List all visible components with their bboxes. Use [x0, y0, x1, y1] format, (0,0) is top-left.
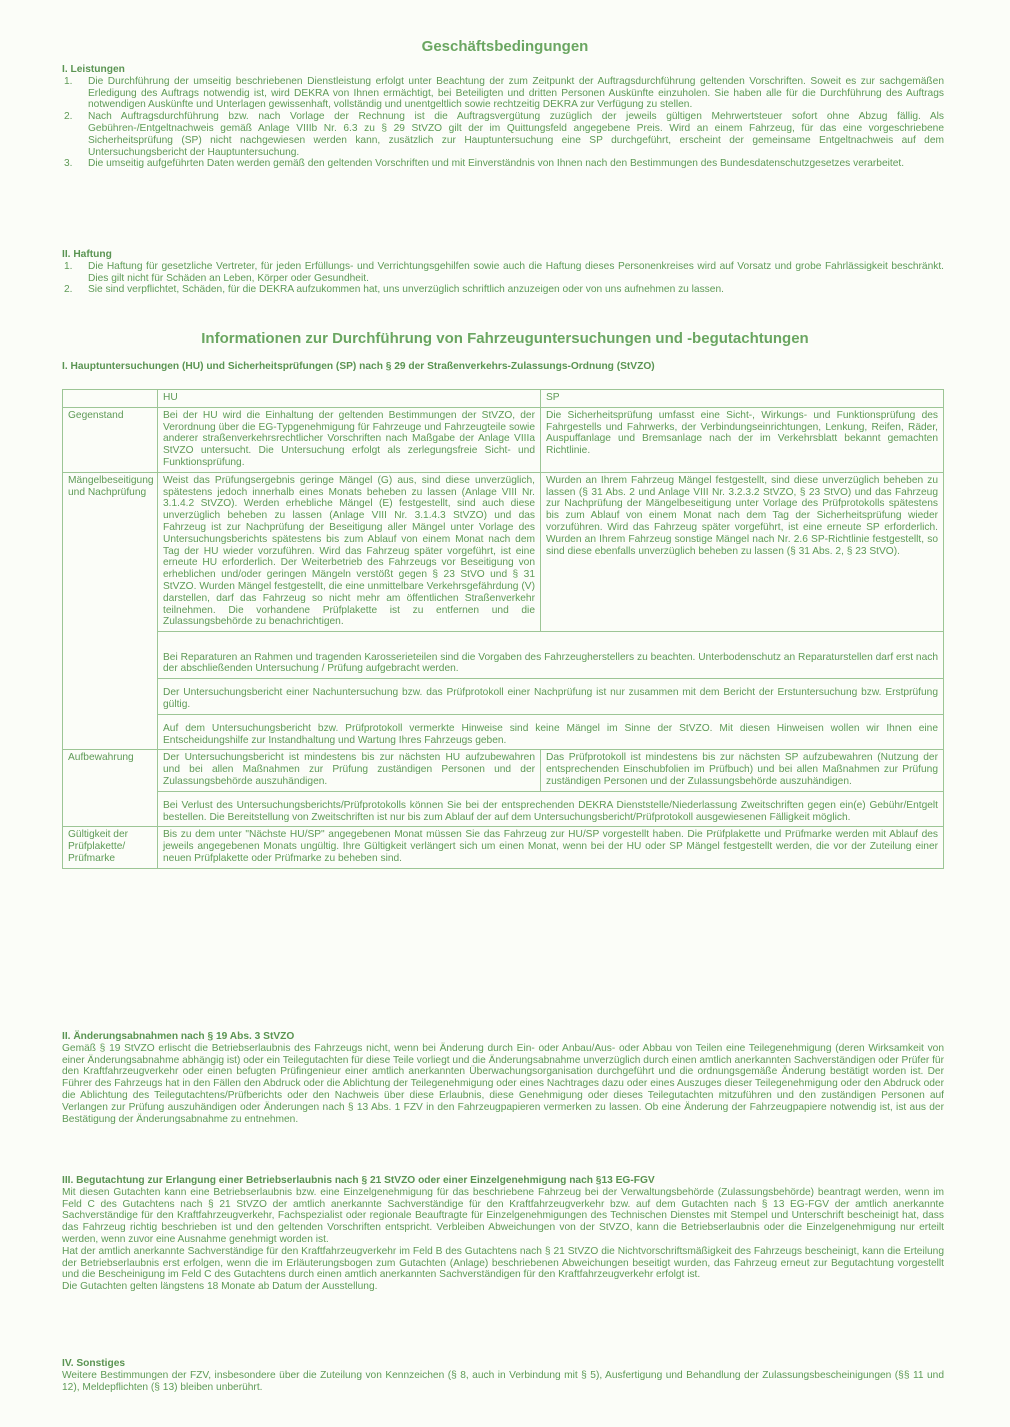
cell-sp: Das Prüfprotokoll ist mindestens bis zur nächsten SP aufzubewahren (Nutzung der entsprechenden Einschubfolien im Prüfbuch) und bei allen Maßnahmen zur Prüfung zuständigen Personen und der Zulassungsbehörde auszuhändigen. [541, 750, 944, 791]
paragraph: Weitere Bestimmungen der FZV, insbesondere über die Zuteilung von Kennzeichen (§ 8, auch in Verbindung mit § 5), Ausfertigung und Behandlung der Zulassungsbescheinigungen (§§ 11 und 12), Meldepflichten (§ 13) bleiben unberührt. [62, 1369, 944, 1393]
cell-sp: Die Sicherheitsprüfung umfasst eine Sicht-, Wirkungs- und Funktionsprüfung des Fahrgestells und Fahrwerks, der Verbindungseinrichtungen, Lenkung, Reifen, Räder, Auspuffanlage und Bremsanlage nach der im Verkehrsblatt bekannt gemachten Richtlinie. [541, 407, 944, 472]
cell-sp: Wurden an Ihrem Fahrzeug Mängel festgestellt, sind diese unverzüglich beheben zu lassen (§ 31 Abs. 2 und Anlage VIII Nr. 3.2.3.2 StVZO, § 23 StVO) und das Fahrzeug zur Nachprüfung der Mängelbeseitigung unter Vorlage des Prüfprotokolls spätestens bis zum Ablauf von einem Monat nach dem Tag der Sicherheitsprüfung wieder vorzuführen. Wird das Fahrzeug später vorgeführt, ist eine erneute SP erforderlich. Wurden an Ihrem Fahrzeug sonstige Mängel nach Nr. 2.6 SP-Richtlinie festgestellt, so sind diese ebenfalls unverzüglich beheben zu lassen (§ 31 Abs. 2, § 23 StVO). [541, 472, 944, 631]
column-header-sp: SP [541, 390, 944, 408]
page-title: Geschäftsbedingungen [421, 38, 589, 55]
cell-reparatur: Bei Reparaturen an Rahmen und tragenden Karosserieteilen sind die Vorgaben des Fahrzeugherstellers zu beachten. Unterbodenschutz an Reparaturstellen darf erst nach der abschließenden Untersuchung / Prüfung aufgebracht werden. [158, 650, 944, 679]
list-item [62, 111, 944, 158]
section-heading: I. Leistungen [62, 64, 125, 75]
row-label: Gültigkeit der Prüfplakette/ Prüfmarke [63, 827, 158, 868]
cell-hu: Bei der HU wird die Einhaltung der geltenden Bestimmungen der StVZO, der Verordnung über die EG-Typgenehmigung für Fahrzeuge und Fahrzeugteile sowie anderer straßenverkehrsrechtlicher Vorschriften nach Maßgabe der Anlage VIIIa StVZO untersucht. Die Untersuchung erfolgt als zerlegungsfreie Sicht- und Funktionsprüfung. [158, 407, 541, 472]
list-item [62, 158, 944, 170]
list-item [62, 284, 944, 296]
item-number: 1. [64, 260, 73, 272]
cell-gueltigkeit: Bis zu dem unter "Nächste HU/SP" angegebenen Monat müssen Sie das Fahrzeug zur HU/SP vorgestellt haben. Die Prüfplakette und Prüfmarke werden mit Ablauf des jeweils angegebenen Monats ungültig. Ihre Gültigkeit verlängert sich um einen Monat, wenn bei der HU oder SP Mängel festgestellt werden, die vor der Zuteilung einer neuen Prüfplakette oder Prüfmarke zu beheben sind. [158, 827, 944, 868]
table-row-aufbewahrung [63, 750, 944, 791]
cell-hu: Der Untersuchungsbericht ist mindestens bis zur nächsten HU aufzubewahren und bei allen Maßnahmen zur Prüfung zuständigen Personen und der Zulassungsbehörde auszuhändigen. [158, 750, 541, 791]
table-row-reparatur [63, 650, 944, 679]
section-heading: III. Begutachtung zur Erlangung einer Betriebserlaubnis nach § 21 StVZO oder einer Einzelgenehmigung nach §13 EG-FGV [62, 1175, 655, 1186]
leistungen-list [62, 76, 944, 170]
section-leistungen [62, 64, 944, 170]
paragraph: Gemäß § 19 StVZO erlischt die Betriebserlaubnis des Fahrzeugs nicht, wenn bei Änderung durch Ein- oder Anbau/Aus- oder Abbau von Teilen eine Teilegenehmigung (deren Wirksamkeit von einer Änderungsabnahme abhängig ist) oder ein Teilegutachten für diese Teile vorliegt und die Änderungsabnahme unverzüglich durch einen amtlich anerkannten Sachverständigen oder Prüfer für den Kraftfahrzeugverkehr oder einen befugten Prüfingenieur einer amtlich anerkannten Überwachungsorganisation durchgeführt und die ordnungsgemäße Änderung bestätigt worden ist. Der Führer des Fahrzeugs hat in den Fällen den Abdruck oder die Ablichtung der Teilegenehmigung oder eines Nachtrages dazu oder eines Auszuges dieser Teilegenehmigung oder den Abdruck oder die Ablichtung des Teilegutachtens/Prüfberichts oder den Nachweis über diese Erlaubnis, diese Genehmigung oder dieses Teilegutachten mitzuführen und den zuständigen Personen auf Verlangen zur Prüfung auszuhändigen oder Änderungen nach § 13 Abs. 1 FZV in den Fahrzeugpapieren vermerken zu lassen. Ob eine Änderung der Fahrzeugpapiere notwendig ist, ist aus der Bestätigung der Änderungsabnahme zu entnehmen. [62, 1042, 944, 1125]
table-row-verlust [63, 791, 944, 827]
section-heading: IV. Sonstiges [62, 1358, 126, 1369]
column-header-hu: HU [158, 390, 541, 408]
spacer-cell [158, 632, 944, 650]
table-row-nachuntersuchung [63, 679, 944, 715]
haftung-list [62, 261, 944, 296]
section-heading: II. Änderungsabnahmen nach § 19 Abs. 3 StVZO [62, 1031, 295, 1042]
item-text: Sie sind verpflichtet, Schäden, für die DEKRA aufzukommen hat, uns unverzüglich schriftlich anzuzeigen oder von uns aufnehmen zu lassen. [88, 284, 724, 296]
item-number: 2. [64, 284, 73, 296]
section-sonstiges [62, 1358, 944, 1393]
paragraph: Mit diesen Gutachten kann eine Betriebserlaubnis bzw. eine Einzelgenehmigung für das beschriebene Fahrzeug bei der Verwaltungsbehörde (Zulassungsbehörde) beantragt werden, wenn im Feld C des Gutachtens nach § 21 StVZO der amtlich anerkannte Sachverständige für den Kraftfahrzeugverkehr bzw. auf dem Gutachten nach § 13 EG-FGV der amtlich anerkannte Sachverständige für den Kraftfahrzeugverkehr, Fachspezialist oder regionale Beauftragte für Einzelgenehmigungen des Technischen Dienstes mit Stempel und Unterschrift bescheinigt hat, dass das Fahrzeug richtig beschrieben ist und den geltenden Vorschriften entspricht. Verbleiben Abweichungen von der StVZO, kann die Betriebserlaubnis oder die Einzelgenehmigung nur erteilt werden, wenn zuvor eine Ausnahme genehmigt worden ist. [62, 1186, 944, 1245]
item-number: 1. [64, 75, 73, 87]
table-row-hinweise [63, 714, 944, 750]
section-heading: II. Haftung [62, 249, 112, 260]
row-label: Gegenstand [63, 407, 158, 472]
info-title: Informationen zur Durchführung von Fahrzeuguntersuchungen und -begutachtungen [201, 330, 809, 347]
row-label: Aufbewahrung [63, 750, 158, 791]
spacer-cell [63, 632, 158, 650]
table-row-gueltigkeit [63, 827, 944, 868]
item-text: Die umseitig aufgeführten Daten werden gemäß den geltenden Vorschriften und mit Einverständnis von Ihnen nach den Bestimmungen des Bundesdatenschutzgesetzes verarbeitet. [88, 158, 905, 170]
spacer-cell [63, 679, 158, 715]
table-row-maengel [63, 472, 944, 631]
hu-sp-table [62, 389, 944, 869]
item-number: 3. [64, 158, 73, 170]
cell-verlust: Bei Verlust des Untersuchungsberichts/Prüfprotokolls können Sie bei der entsprechenden DEKRA Dienststelle/Niederlassung Zweitschriften gegen ein(e) Gebühr/Entgelt bestellen. Die Bereitstellung von Zweitschriften ist nur bis zum Ablauf der auf dem Untersuchungsbericht/Prüfprotokoll ausgewiesenen Fälligkeit möglich. [158, 791, 944, 827]
paragraph: Die Gutachten gelten längstens 18 Monate ab Datum der Ausstellung. [62, 1281, 378, 1293]
cell-hu: Weist das Prüfungsergebnis geringe Mängel (G) aus, sind diese unverzüglich, spätestens jedoch innerhalb eines Monats beheben zu lassen (Anlage VIII Nr. 3.1.4.2 StVZO). Werden erhebliche Mängel (E) festgestellt, sind auch diese unverzüglich beheben zu lassen (Anlage VIII Nr. 3.1.4.3 StVZO) und das Fahrzeug ist zur Nachprüfung der Beseitigung aller Mängel unter Vorlage des Untersuchungsberichts spätestens bis zum Ablauf von einem Monat nach dem Tag der HU wieder vorzuführen. Wird das Fahrzeug später vorgeführt, ist eine erneute HU erforderlich. Der Weiterbetrieb des Fahrzeugs vor Beseitigung von erheblichen und/oder geringen Mängeln verstößt gegen § 23 StVO und § 31 StVZO. Wurden Mängel festgestellt, die eine unmittelbare Verkehrsgefährdung (V) darstellen, darf das Fahrzeug so nicht mehr am öffentlichen Straßenverkehr teilnehmen. Die vorhandene Prüfplakette ist zu entfernen und die Zulassungsbehörde zu benachrichtigen. [158, 472, 541, 631]
section-aenderungsabnahmen [62, 1031, 944, 1125]
list-item [62, 261, 944, 285]
section-haftung [62, 249, 944, 296]
section-begutachtung [62, 1175, 944, 1293]
spacer-cell [63, 714, 158, 750]
item-text: Nach Auftragsdurchführung bzw. nach Vorlage der Rechnung ist die Auftragsvergütung zuzüglich der jeweils gültigen Mehrwertsteuer sofort ohne Abzug fällig. Als Gebühren-/Entgeltnachweis gemäß Anlage VIIIb Nr. 6.3 zu § 29 StVZO gilt der im Quittungsfeld angegebene Preis. Wird an einem Fahrzeug, für das eine vorgeschriebene Sicherheitsprüfung (SP) nicht nachgewiesen werden kann, zusätzlich zur Hauptuntersuchung eine SP durchgeführt, erscheint der gemeinsame Entgeltnachweis auf dem Untersuchungsbericht der Hauptuntersuchung. [88, 111, 944, 158]
spacer-cell [63, 650, 158, 679]
table-row-gegenstand [63, 407, 944, 472]
cell-nachuntersuchung: Der Untersuchungsbericht einer Nachuntersuchung bzw. das Prüfprotokoll einer Nachprüfung ist nur zusammen mit dem Bericht der Erstuntersuchung bzw. Erstprüfung gültig. [158, 679, 944, 715]
table-corner-cell [63, 390, 158, 408]
paragraph: Hat der amtlich anerkannte Sachverständige für den Kraftfahrzeugverkehr im Feld B des Gutachtens nach § 21 StVZO die Nichtvorschriftsmäßigkeit des Fahrzeugs bescheinigt, kann die Erteilung der Betriebserlaubnis erst erfolgen, wenn die im Erläuterungsbogen zum Gutachten (Anlage) beschriebenen Abweichungen beseitigt wurden, das Fahrzeug erneut zur Begutachtung vorgestellt und die Bescheinigung im Feld C des Gutachtens durch einen amtlich anerkannten Sachverständigen für den Kraftfahrzeugverkehr erfolgt ist. [62, 1245, 944, 1281]
table-spacer-row [63, 632, 944, 650]
row-label: Mängelbeseitigung und Nachprüfung [63, 472, 158, 631]
list-item [62, 76, 944, 111]
table-header-row [63, 390, 944, 408]
item-text: Die Durchführung der umseitig beschriebenen Dienstleistung erfolgt unter Beachtung der zum Zeitpunkt der Auftragsdurchführung geltenden Vorschriften. Soweit es zur sachgemäßen Erledigung des Auftrags notwendig ist, wird DEKRA von Ihnen ermächtigt, bei Beteiligten und dritten Personen Auskünfte einzuholen. Sie haben alle für die Durchführung des Auftrags notwendigen Auskünfte und Unterlagen gewissenhaft, vollständig und unentgeltlich sowie rechtzeitig DEKRA zur Verfügung zu stellen. [88, 75, 944, 111]
section-heading-hu-sp: I. Hauptuntersuchungen (HU) und Sicherheitsprüfungen (SP) nach § 29 der Straßenverkehrs-Zulassungs-Ordnung (StVZO) [62, 361, 655, 372]
cell-hinweise: Auf dem Untersuchungsbericht bzw. Prüfprotokoll vermerkte Hinweise sind keine Mängel im Sinne der StVZO. Mit diesen Hinweisen wollen wir Ihnen eine Entscheidungshilfe zur Instandhaltung und Wartung Ihres Fahrzeugs geben. [158, 714, 944, 750]
spacer-cell [63, 791, 158, 827]
item-number: 2. [64, 111, 73, 123]
item-text: Die Haftung für gesetzliche Vertreter, für jeden Erfüllungs- und Verrichtungsgehilfen sowie auch die Haftung dieses Personenkreises wird auf Vorsatz und grobe Fahrlässigkeit beschränkt. Dies gilt nicht für Schäden an Leben, Körper oder Gesundheit. [88, 260, 944, 284]
